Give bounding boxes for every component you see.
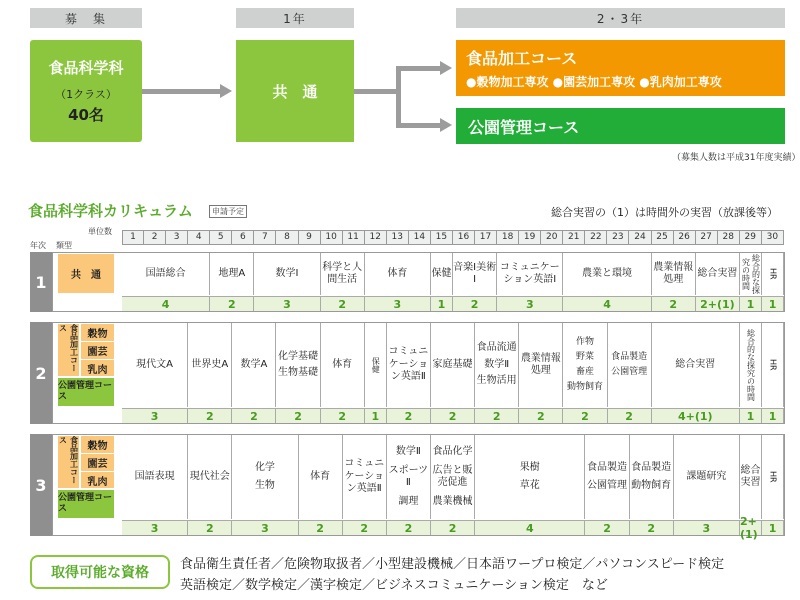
y2-subject-text: 生物活用 [476, 375, 517, 387]
y2-subject-text: 世界史A [191, 358, 229, 370]
y3-credit-11: 3 [674, 520, 740, 535]
unit-24: 24 [629, 230, 651, 245]
y2-subject-text: 総合実習 [675, 358, 716, 370]
y3-subject-text: 食品製造 [631, 461, 672, 473]
course-park: 公園管理コース [456, 108, 785, 144]
y2-subject-text: コミュニケーション英語Ⅱ [388, 346, 429, 383]
unit-4: 4 [188, 230, 210, 245]
y2-subject-8 [431, 323, 475, 407]
arrow-1-head [220, 84, 232, 98]
recruit-note: （募集人数は平成31年度実績） [672, 153, 800, 163]
unit-12: 12 [365, 230, 387, 245]
y2-subject-12 [608, 323, 652, 407]
y3-subject-text: 広告と販売促進 [432, 464, 473, 488]
y2-subject-text: 農業情報処理 [520, 352, 561, 376]
y3-subject-text: 公園管理 [587, 480, 628, 491]
y2-subject-text: 体育 [332, 358, 353, 370]
y3-course-b: 公園管理コース [58, 490, 114, 518]
dept-class: （1クラス） [55, 88, 117, 101]
header-year23: 2・3年 [456, 8, 785, 28]
qualifications-line-1: 食品衛生責任者／危険物取扱者／小型建設機械／日本語ワープロ検定／パソコンスピード検定 [180, 557, 725, 572]
qualifications-line-2: 英語検定／数学検定／漢字検定／ビジネスコミュニケーション検定 など [180, 578, 608, 593]
header-year1: 1年 [236, 8, 354, 28]
y3-subject-text: 体育 [310, 470, 331, 482]
unit-1: 1 [122, 230, 144, 245]
y2-subject-7 [387, 323, 431, 407]
unit-22: 22 [585, 230, 607, 245]
arrow-2a-head [440, 61, 452, 75]
course-food-title: 食品加工コース [466, 49, 578, 68]
arrow-2a [396, 66, 442, 71]
unit-6: 6 [232, 230, 254, 245]
y1-credit-13: 1 [762, 296, 784, 311]
y1-type: 共 通 [58, 254, 114, 294]
y2-subject-text: 保健 [371, 357, 381, 373]
arrow-1 [142, 89, 222, 94]
y2-credit-10: 2 [519, 408, 563, 423]
unit-scale [122, 230, 784, 245]
y2-credit-1: 3 [122, 408, 188, 423]
y2-credit-14: 1 [740, 408, 762, 423]
y3-subject-5 [343, 435, 387, 519]
year-2-bar: 2 [30, 322, 52, 424]
unit-20: 20 [541, 230, 563, 245]
y2-subject-text: 総合的な探究の時間 [746, 329, 756, 401]
y3-subject-11 [674, 435, 740, 519]
y2-subject-6 [365, 323, 387, 407]
unit-21: 21 [563, 230, 585, 245]
y3-subject-3 [232, 435, 298, 519]
unit-5: 5 [210, 230, 232, 245]
y2-subject-15 [762, 323, 784, 407]
y2-a3: 乳肉 [81, 360, 114, 377]
y3-subject-text: 化学 [254, 461, 275, 473]
y2-subject-13 [652, 323, 740, 407]
y1-subject-13: HR [762, 253, 784, 295]
unit-10: 10 [321, 230, 343, 245]
y3-subject-6 [387, 435, 431, 519]
y2-credit-2: 2 [188, 408, 232, 423]
y2-subject-text: 作物 [575, 336, 594, 347]
y3-credit-2: 2 [188, 520, 232, 535]
unit-11: 11 [343, 230, 365, 245]
y3-a2: 園芸 [81, 454, 114, 472]
course-food-sub: ●穀物加工専攻 ●園芸加工専攻 ●乳肉加工専攻 [466, 75, 722, 89]
y3-subject-12 [740, 435, 762, 519]
unit-17: 17 [475, 230, 497, 245]
y3-subject-text: 現代社会 [189, 470, 230, 482]
year-3-bar: 3 [30, 434, 52, 536]
unit-9: 9 [299, 230, 321, 245]
y3-course-a: 食品加工コース [58, 436, 80, 489]
y1-subject-7: 音楽Ⅰ美術Ⅰ [453, 253, 497, 295]
y2-subject-10 [519, 323, 563, 407]
y3-subject-text: 課題研究 [686, 470, 727, 482]
y2-subject-text: 数学Ⅱ [484, 358, 510, 370]
qualifications-label: 取得可能な資格 [30, 555, 170, 589]
y3-credit-10: 2 [630, 520, 674, 535]
y3-subject-7 [431, 435, 475, 519]
y2-credit-15: 1 [762, 408, 784, 423]
unit-26: 26 [674, 230, 696, 245]
y2-credit-9: 2 [475, 408, 519, 423]
y2-credit-6: 1 [365, 408, 387, 423]
y3-subject-text: 食品化学 [432, 446, 473, 457]
unit-27: 27 [696, 230, 718, 245]
y3-subject-text: 調理 [398, 495, 419, 507]
y2-subject-text: 現代文A [136, 358, 174, 370]
y3-subject-text: 農業機械 [432, 495, 473, 507]
y3-credit-5: 2 [343, 520, 387, 535]
y1-subject-6: 保健 [431, 253, 453, 295]
y2-credit-4: 2 [276, 408, 320, 423]
y1-subject-1: 国語総合 [122, 253, 210, 295]
unit-2: 2 [144, 230, 166, 245]
pending-badge: 申請予定 [209, 205, 247, 218]
y3-credit-4: 2 [299, 520, 343, 535]
y2-subject-text: 公園管理 [611, 367, 648, 377]
y3-subject-8 [475, 435, 585, 519]
type-label: 類型 [56, 241, 72, 250]
y1-credit-2: 2 [210, 296, 254, 311]
y1-subject-12: 総合的な探究の時間 [741, 254, 761, 294]
y1-subject-8: コミュニケーション英語Ⅰ [497, 253, 563, 295]
dept-name: 食品科学科 [48, 59, 124, 77]
y3-subject-text: 生物 [254, 480, 275, 491]
y3-credit-6: 2 [387, 520, 431, 535]
y2-course-a: 食品加工コース [58, 324, 80, 377]
y3-subject-10 [630, 435, 674, 519]
y2-a1: 穀物 [81, 324, 114, 342]
y2-credit-12: 2 [608, 408, 652, 423]
unit-14: 14 [409, 230, 431, 245]
y2-subject-11 [563, 323, 607, 407]
unit-28: 28 [718, 230, 740, 245]
y2-subject-5 [321, 323, 365, 407]
y3-subject-1 [122, 435, 188, 519]
y3-subject-text: 草花 [519, 480, 540, 491]
unit-3: 3 [166, 230, 188, 245]
y2-subject-3 [232, 323, 276, 407]
y2-subject-1 [122, 323, 188, 407]
y3-subject-text: 果樹 [519, 461, 540, 473]
y1-subject-10: 農業情報処理 [652, 253, 696, 295]
arrow-2b [396, 123, 442, 128]
y2-subject-text: HR [768, 359, 778, 371]
y3-subject-13 [762, 435, 784, 519]
arrow-2b-head [440, 118, 452, 132]
common-box: 共 通 [236, 40, 354, 142]
year-1-bar: 1 [30, 252, 52, 312]
y3-credit-12: 2+(1) [740, 520, 762, 535]
dept-box [30, 40, 142, 142]
course-food [456, 40, 785, 96]
curriculum-note: 総合実習の（1）は時間外の実習（放課後等） [551, 206, 778, 219]
y2-credit-3: 2 [232, 408, 276, 423]
y3-subject-2 [188, 435, 232, 519]
y3-subject-9 [585, 435, 629, 519]
y2-subject-14 [740, 323, 762, 407]
unit-30: 30 [762, 230, 784, 245]
y3-subject-text: HR [768, 471, 778, 483]
arrow-branch [396, 66, 401, 128]
y2-credit-5: 2 [321, 408, 365, 423]
y2-subject-text: 数学A [240, 358, 268, 370]
y2-subject-text: 化学基礎 [278, 350, 319, 362]
year-label: 年次 [30, 241, 46, 250]
y1-credit-12: 1 [740, 296, 762, 311]
unit-15: 15 [431, 230, 453, 245]
arrow-2 [354, 89, 398, 94]
y1-credit-8: 3 [497, 296, 563, 311]
y3-credit-7: 2 [431, 520, 475, 535]
y2-subject-text: 畜産 [575, 367, 594, 377]
dept-count: 40名 [68, 106, 104, 124]
y2-subject-text: 生物基礎 [278, 367, 319, 378]
y1-subject-9: 農業と環境 [563, 253, 651, 295]
y3-subject-text: 総合実習 [740, 464, 761, 488]
y3-subject-text: 食品製造 [587, 461, 628, 473]
y1-credit-1: 4 [122, 296, 210, 311]
unit-16: 16 [453, 230, 475, 245]
y1-subject-5: 体育 [365, 253, 431, 295]
y2-subject-4 [276, 323, 320, 407]
y1-subject-2: 地理A [210, 253, 254, 295]
unit-25: 25 [652, 230, 674, 245]
y2-course-b: 公園管理コース [58, 378, 114, 406]
y1-credit-10: 2 [652, 296, 696, 311]
y3-subject-text: コミュニケーション英語Ⅱ [344, 458, 385, 495]
y3-credit-13: 1 [762, 520, 784, 535]
y3-subject-text: スポーツⅡ [388, 464, 429, 488]
y2-credit-8: 2 [431, 408, 475, 423]
y1-subject-4: 科学と人間生活 [321, 253, 365, 295]
unit-29: 29 [740, 230, 762, 245]
y1-subject-11: 総合実習 [696, 253, 740, 295]
y2-subject-text: 動物飼育 [566, 382, 603, 393]
y1-credit-3: 3 [254, 296, 320, 311]
unit-18: 18 [497, 230, 519, 245]
y3-subject-text: 国語表現 [134, 470, 175, 482]
y2-subject-9 [475, 323, 519, 407]
y1-credit-7: 2 [453, 296, 497, 311]
y2-subject-text: 野菜 [575, 351, 594, 362]
y3-a3: 乳肉 [81, 472, 114, 489]
y3-credit-9: 2 [585, 520, 629, 535]
y3-subject-4 [299, 435, 343, 519]
y2-credit-13: 4+(1) [652, 408, 740, 423]
unit-label: 単位数 [88, 227, 112, 236]
y2-credit-7: 2 [387, 408, 431, 423]
y1-credit-6: 1 [431, 296, 453, 311]
y2-subject-text: 食品流通 [476, 342, 517, 354]
y3-credit-1: 3 [122, 520, 188, 535]
y3-credit-3: 3 [232, 520, 298, 535]
y2-a2: 園芸 [81, 342, 114, 360]
unit-7: 7 [254, 230, 276, 245]
y3-a1: 穀物 [81, 436, 114, 454]
y2-subject-2 [188, 323, 232, 407]
y2-subject-text: 家庭基礎 [432, 358, 473, 370]
y3-credit-8: 4 [475, 520, 585, 535]
y2-subject-text: 食品製造 [611, 351, 648, 362]
y1-credit-9: 4 [563, 296, 651, 311]
unit-13: 13 [387, 230, 409, 245]
y1-subject-3: 数学Ⅰ [254, 253, 320, 295]
curriculum-title: 食品科学科カリキュラム [28, 202, 193, 220]
y3-subject-text: 数学Ⅱ [395, 446, 421, 457]
y1-credit-5: 3 [365, 296, 431, 311]
y1-credit-11: 2+(1) [696, 296, 740, 311]
y1-credit-4: 2 [321, 296, 365, 311]
header-recruit: 募 集 [30, 8, 142, 28]
unit-23: 23 [607, 230, 629, 245]
unit-8: 8 [276, 230, 298, 245]
unit-19: 19 [519, 230, 541, 245]
y2-credit-11: 2 [563, 408, 607, 423]
y3-subject-text: 動物飼育 [631, 480, 672, 491]
